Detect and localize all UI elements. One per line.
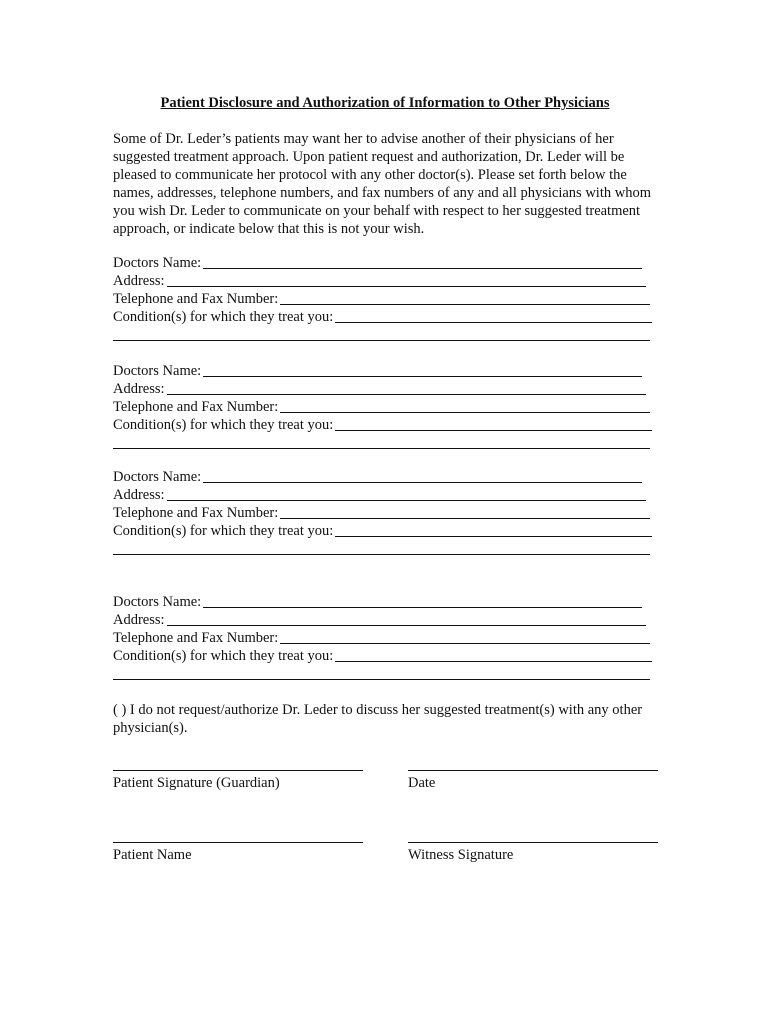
phone-fax-label: Telephone and Fax Number: (113, 630, 279, 646)
doctor-name-field[interactable] (203, 468, 642, 483)
condition-row (113, 522, 658, 540)
patient-signature-block (113, 770, 363, 792)
date-block (408, 770, 658, 792)
phone-fax-row (113, 629, 658, 647)
condition-label: Condition(s) for which they treat you: (113, 309, 334, 325)
doctor-name-label: Doctors Name: (113, 255, 202, 271)
condition-continued-field[interactable] (113, 540, 650, 555)
patient-name-block (113, 842, 363, 864)
date-line[interactable] (408, 770, 658, 771)
phone-fax-field[interactable] (280, 290, 650, 305)
opt-out-statement[interactable]: ( ) I do not request/authorize Dr. Leder to discuss her suggested treatment(s) with any other physician(s). (113, 702, 643, 736)
condition-field[interactable] (335, 416, 652, 431)
condition-row (113, 308, 658, 326)
address-field[interactable] (167, 611, 646, 626)
address-label: Address: (113, 487, 165, 503)
address-field[interactable] (167, 272, 646, 287)
witness-signature-label: Witness Signature (408, 847, 514, 863)
physician-block (113, 593, 658, 683)
physician-block (113, 362, 658, 452)
doctor-name-row (113, 468, 658, 486)
condition-continued-row (113, 326, 658, 344)
condition-continued-field[interactable] (113, 665, 650, 680)
patient-name-line[interactable] (113, 842, 363, 843)
address-label: Address: (113, 381, 165, 397)
address-row (113, 611, 658, 629)
doctor-name-label: Doctors Name: (113, 594, 202, 610)
intro-paragraph: Some of Dr. Leder’s patients may want her to advise another of their physicians of her suggested treatment approach. Upon patient request and authorization, Dr. Leder will be pleased to communicate her protocol with any other doctor(s). Please set forth below the names, addresses, telephone numbers, and fax numbers of any and all physicians with whom you wish Dr. Leder to communicate on your behalf with respect to her suggested treatment approach, or indicate below that this is not your wish. (113, 131, 651, 237)
condition-continued-field[interactable] (113, 434, 650, 449)
physician-block (113, 468, 658, 558)
condition-label: Condition(s) for which they treat you: (113, 417, 334, 433)
address-label: Address: (113, 273, 165, 289)
doctor-name-row (113, 593, 658, 611)
doctor-name-field[interactable] (203, 254, 642, 269)
doctor-name-label: Doctors Name: (113, 469, 202, 485)
condition-label: Condition(s) for which they treat you: (113, 648, 334, 664)
phone-fax-row (113, 290, 658, 308)
patient-signature-line[interactable] (113, 770, 363, 771)
condition-row (113, 416, 658, 434)
doctor-name-row (113, 254, 658, 272)
condition-row (113, 647, 658, 665)
address-row (113, 486, 658, 504)
witness-signature-line[interactable] (408, 842, 658, 843)
condition-continued-row (113, 540, 658, 558)
condition-continued-row (113, 665, 658, 683)
phone-fax-label: Telephone and Fax Number: (113, 399, 279, 415)
address-field[interactable] (167, 486, 646, 501)
date-label: Date (408, 775, 436, 791)
address-field[interactable] (167, 380, 646, 395)
doctor-name-label: Doctors Name: (113, 363, 202, 379)
condition-field[interactable] (335, 308, 652, 323)
phone-fax-field[interactable] (280, 629, 650, 644)
phone-fax-field[interactable] (280, 504, 650, 519)
phone-fax-row (113, 398, 658, 416)
phone-fax-label: Telephone and Fax Number: (113, 505, 279, 521)
witness-signature-block (408, 842, 658, 864)
condition-label: Condition(s) for which they treat you: (113, 523, 334, 539)
doctor-name-field[interactable] (203, 362, 642, 377)
patient-signature-label: Patient Signature (Guardian) (113, 775, 280, 791)
address-label: Address: (113, 612, 165, 628)
patient-name-label: Patient Name (113, 847, 192, 863)
phone-fax-row (113, 504, 658, 522)
doctor-name-row (113, 362, 658, 380)
condition-continued-row (113, 434, 658, 452)
condition-field[interactable] (335, 522, 652, 537)
condition-field[interactable] (335, 647, 652, 662)
address-row (113, 272, 658, 290)
phone-fax-field[interactable] (280, 398, 650, 413)
doctor-name-field[interactable] (203, 593, 642, 608)
physician-block (113, 254, 658, 344)
document-title: Patient Disclosure and Authorization of Information to Other Physicians (160, 95, 610, 111)
condition-continued-field[interactable] (113, 326, 650, 341)
phone-fax-label: Telephone and Fax Number: (113, 291, 279, 307)
address-row (113, 380, 658, 398)
